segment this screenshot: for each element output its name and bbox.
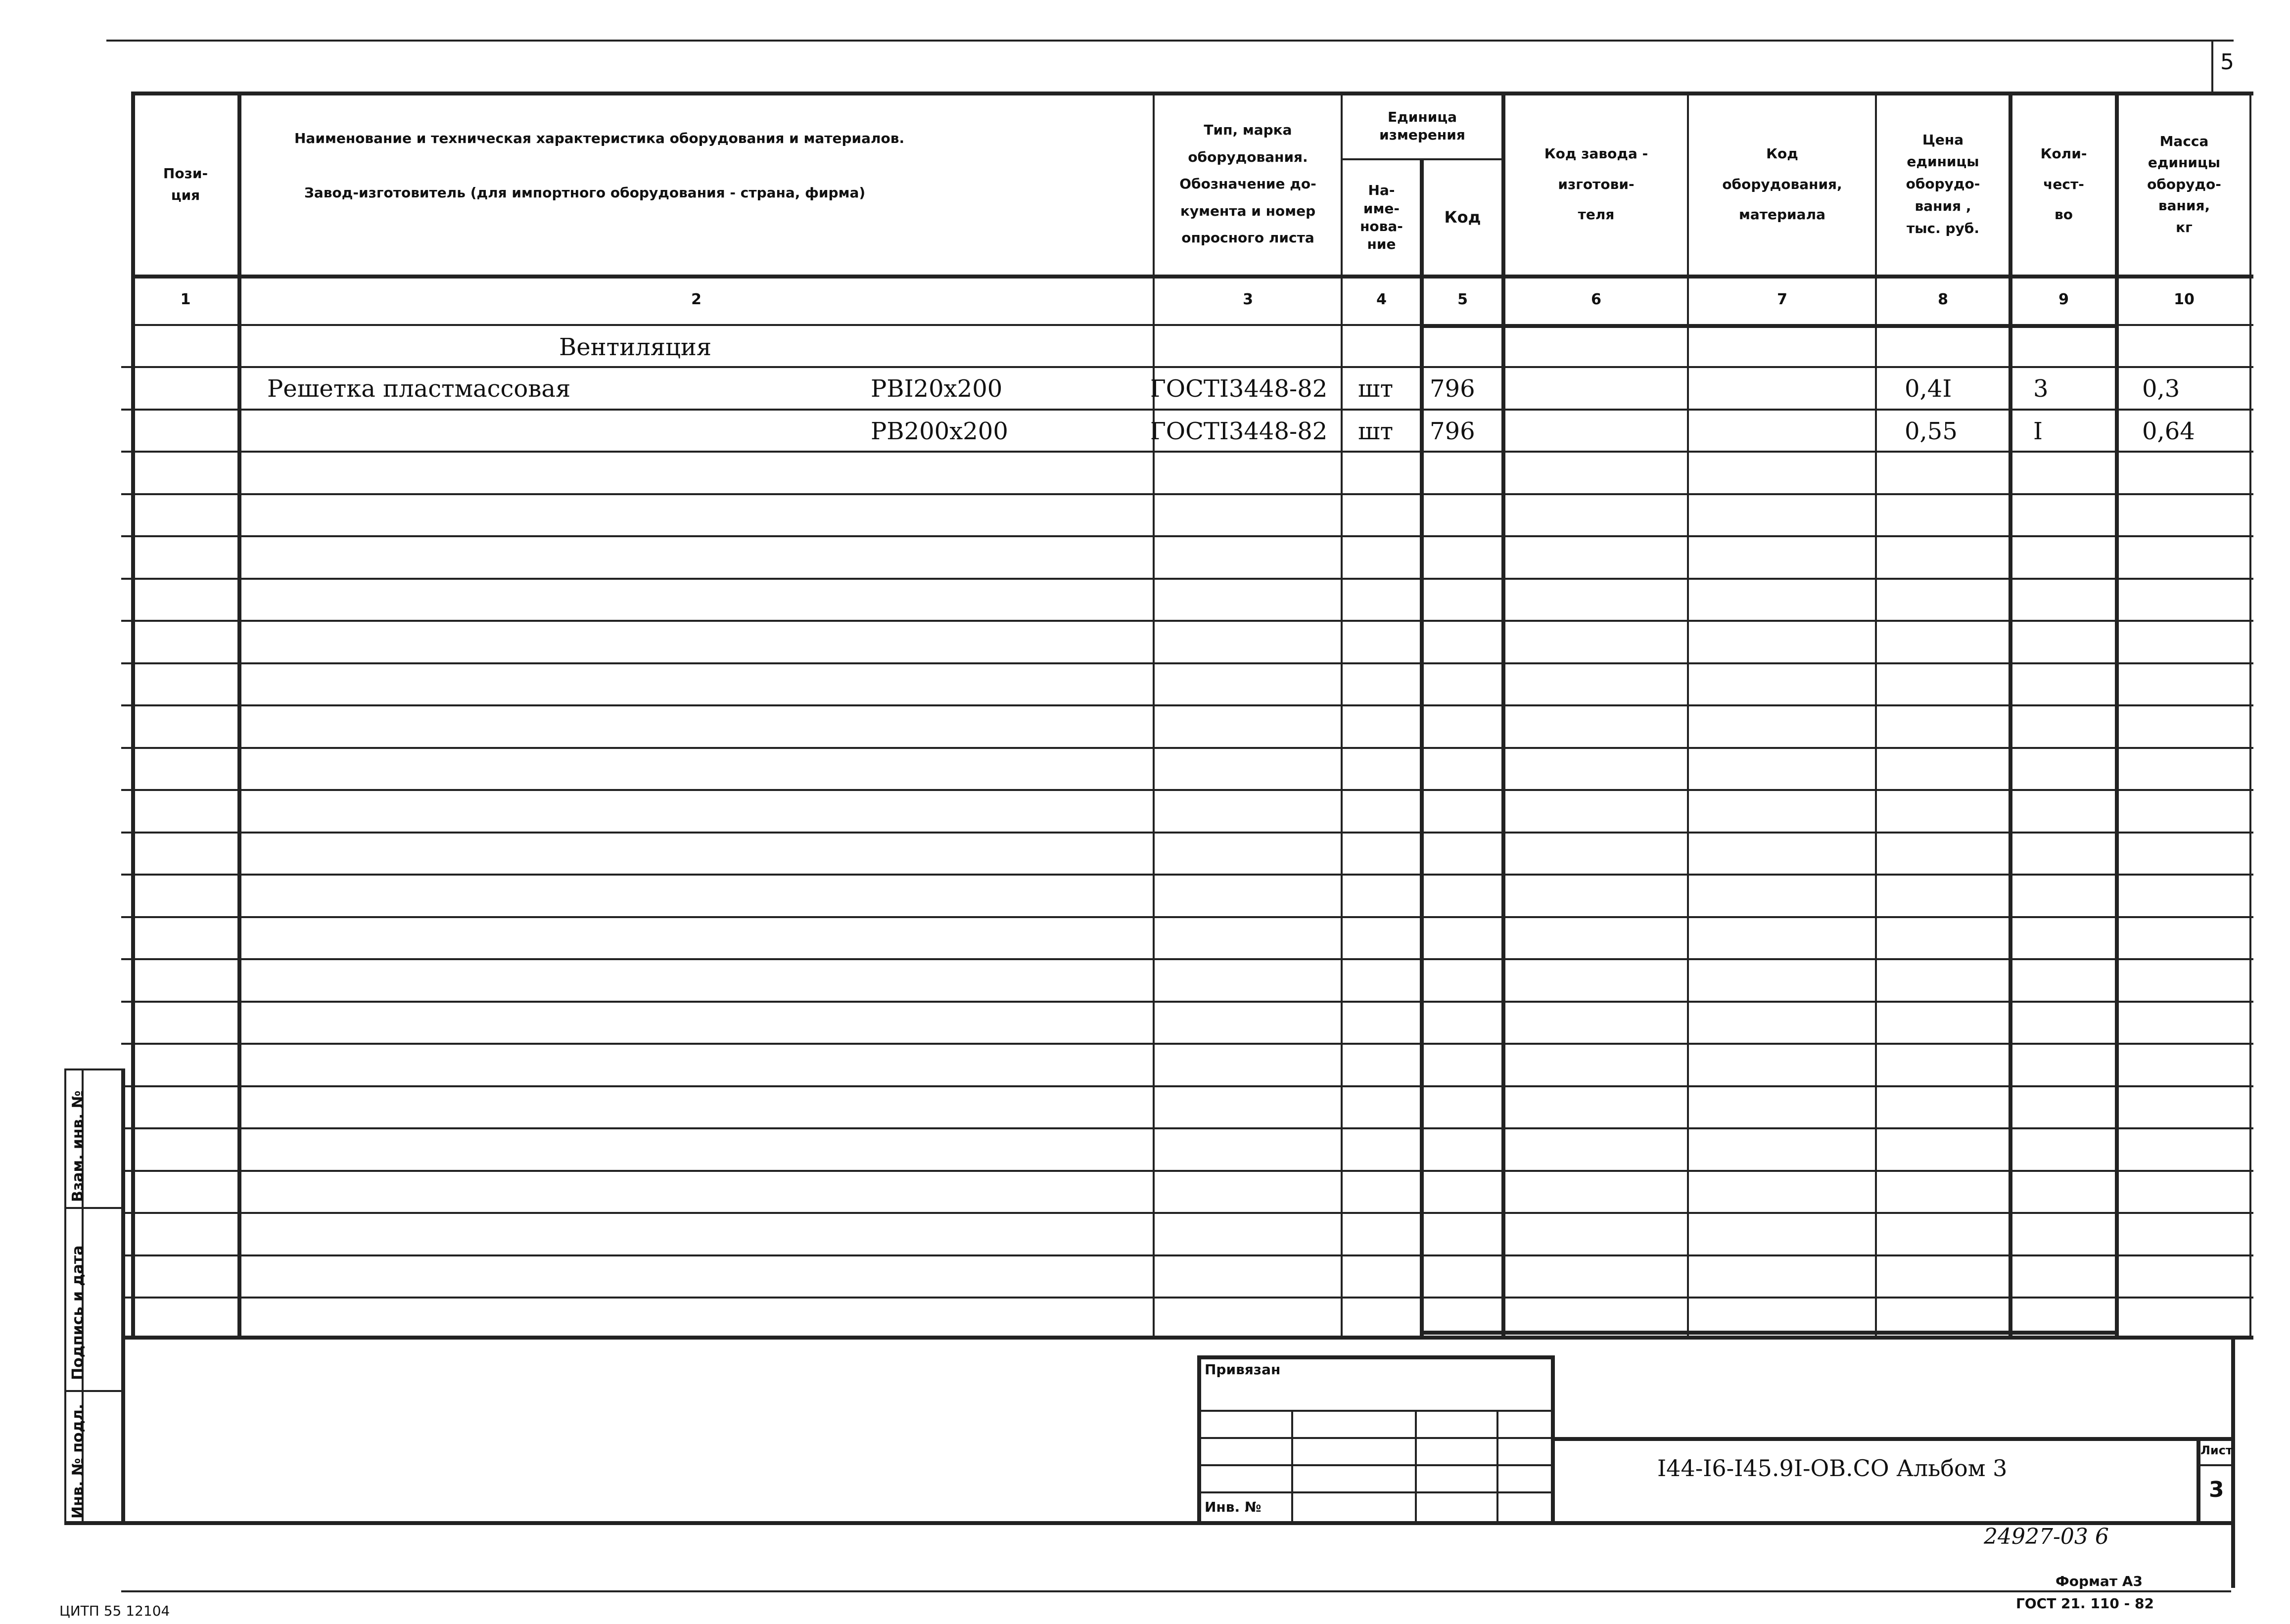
col-line-1: [237, 92, 241, 1338]
col-line-3: [1341, 92, 1343, 1338]
colnum-1: 1: [180, 290, 191, 308]
privyazan-row3: [1197, 1464, 1553, 1466]
header-name-line1: Наименование и техническая характеристика оборудования и материалов.: [294, 130, 905, 147]
header-mass: Масса единицы оборудо- вания, кг: [2147, 133, 2221, 235]
row-line: [121, 916, 2253, 918]
header-equipment-code: Код оборудования, материала: [1722, 145, 1842, 223]
row-line: [121, 747, 2253, 749]
privyazan-col3: [1496, 1410, 1498, 1521]
row1-unit: шт: [1358, 375, 1394, 403]
row2-qty: I: [2033, 418, 2043, 445]
colnum-10: 10: [2174, 290, 2195, 308]
side-label-vzam: Взам. инв. №: [69, 1090, 87, 1202]
colnum-4: 4: [1376, 290, 1387, 308]
header-unit-name: На- име- нова- ние: [1360, 182, 1403, 253]
code-block-bottom: [1420, 1331, 2117, 1335]
row-line: [121, 874, 2253, 876]
colnum-3: 3: [1243, 290, 1253, 308]
header-name-line2: Завод-изготовитель (для импортного оборудования - страна, фирма): [304, 185, 866, 201]
sheet-corner-number: 5: [2220, 49, 2234, 75]
privyazan-col2: [1415, 1410, 1417, 1521]
side-label-podpis: Подпись и дата: [69, 1245, 87, 1380]
top-frame-line: [106, 40, 2234, 42]
document-code: I44-I6-I45.9I-ОВ.СО Альбом 3: [1657, 1455, 2008, 1482]
code-block-top: [1420, 324, 2117, 328]
row1-price: 0,4I: [1905, 375, 1952, 403]
privyazan-row4: [1197, 1491, 1553, 1493]
side-stamp-div2: [64, 1390, 121, 1392]
corner-box-left: [2211, 40, 2213, 94]
sheet-number: 3: [2209, 1477, 2224, 1502]
row1-mark: РВI20х200: [871, 375, 1003, 403]
row-line: [121, 662, 2253, 664]
header-unit-group: Единица измерения: [1379, 108, 1465, 143]
row2-doc: ГОСТI3448-82: [1150, 418, 1328, 445]
footer-line: [121, 1590, 2231, 1592]
row2-unit: шт: [1358, 418, 1394, 445]
header-plant-code: Код завода - изготови- теля: [1544, 145, 1648, 223]
row-line: [121, 535, 2253, 537]
unit-group-divider: [1341, 158, 1501, 160]
colnum-6: 6: [1591, 290, 1601, 308]
row-line: [121, 704, 2253, 706]
row1-mass: 0,3: [2142, 375, 2180, 403]
row2-code: 796: [1430, 418, 1475, 445]
row-line: [121, 1001, 2253, 1003]
row-line: [121, 620, 2253, 622]
left-frame-line: [121, 1068, 125, 1524]
side-stamp-top: [64, 1068, 121, 1070]
header-type-mark: Тип, марка оборудования. Обозначение до- кумента и номер опросного листа: [1179, 122, 1316, 246]
privyazan-col1: [1291, 1410, 1293, 1521]
row-line: [121, 578, 2253, 580]
header-unit-code: Код: [1444, 208, 1481, 227]
privyazan-label: Привязан: [1205, 1361, 1281, 1378]
row-line: [121, 1297, 2253, 1299]
inv-no-label: Инв. №: [1205, 1499, 1262, 1515]
row-line: [121, 1043, 2253, 1045]
header-price: Цена единицы оборудо- вания , тыс. руб.: [1906, 131, 1980, 236]
col-line-5: [1501, 92, 1505, 1338]
col-line-6: [1687, 92, 1689, 1338]
col-line-10: [2249, 92, 2251, 1338]
format-label: Формат А3: [2056, 1573, 2143, 1589]
row-line: [121, 409, 2253, 411]
colnum-7: 7: [1777, 290, 1787, 308]
row-line: [121, 1170, 2253, 1172]
row2-mass: 0,64: [2142, 418, 2195, 445]
header-quantity: Коли- чест- во: [2040, 145, 2087, 223]
row-line: [121, 493, 2253, 495]
row-line: [121, 451, 2253, 453]
row-line: [121, 832, 2253, 834]
colnum-9: 9: [2058, 290, 2069, 308]
row-line: [121, 1127, 2253, 1129]
side-stamp-outer: [64, 1068, 66, 1524]
row2-mark: РВ200х200: [871, 418, 1008, 445]
row-line: [121, 1085, 2253, 1087]
row1-doc: ГОСТI3448-82: [1150, 375, 1328, 403]
side-label-inv-podl: Инв. № подл.: [69, 1403, 87, 1519]
gost-label: ГОСТ 21. 110 - 82: [2016, 1595, 2154, 1612]
row-line: [121, 958, 2253, 960]
header-position: Пози- ция: [163, 165, 208, 203]
row-line: [121, 1212, 2253, 1214]
col-line-8: [2009, 92, 2012, 1338]
side-stamp-div1: [64, 1207, 121, 1209]
sheet-label: Лист: [2200, 1443, 2233, 1457]
col-line-7: [1875, 92, 1877, 1338]
row1-code: 796: [1430, 375, 1475, 403]
sheet-box-left: [2197, 1437, 2200, 1524]
row2-price: 0,55: [1905, 418, 1958, 445]
row-line: [121, 1254, 2253, 1256]
colnum-2: 2: [691, 290, 701, 308]
handwritten-number: 24927-03 6: [1984, 1524, 2109, 1549]
bottom-frame-line: [64, 1521, 2231, 1525]
sheet-box-divider: [2197, 1464, 2234, 1466]
col-line-0: [131, 92, 135, 1338]
org-label: ЦИТП 55 12104: [59, 1603, 170, 1619]
right-frame-line: [2231, 1336, 2235, 1588]
row1-qty: 3: [2033, 375, 2049, 403]
row-line: [121, 366, 2253, 368]
col-line-9: [2115, 92, 2119, 1338]
colnum-8: 8: [1938, 290, 1948, 308]
row1-name: Решетка пластмассовая: [267, 375, 571, 403]
privyazan-row1: [1197, 1410, 1553, 1412]
row-line: [121, 789, 2253, 791]
header-bottom-line: [131, 275, 2253, 278]
table-bottom-line: [121, 1336, 2253, 1340]
doc-code-top: [1551, 1437, 2234, 1441]
privyazan-top: [1197, 1355, 1553, 1359]
privyazan-row2: [1197, 1437, 1553, 1439]
col-line-2: [1153, 92, 1155, 1338]
section-title: Вентиляция: [559, 333, 712, 361]
colnum-5: 5: [1457, 290, 1468, 308]
